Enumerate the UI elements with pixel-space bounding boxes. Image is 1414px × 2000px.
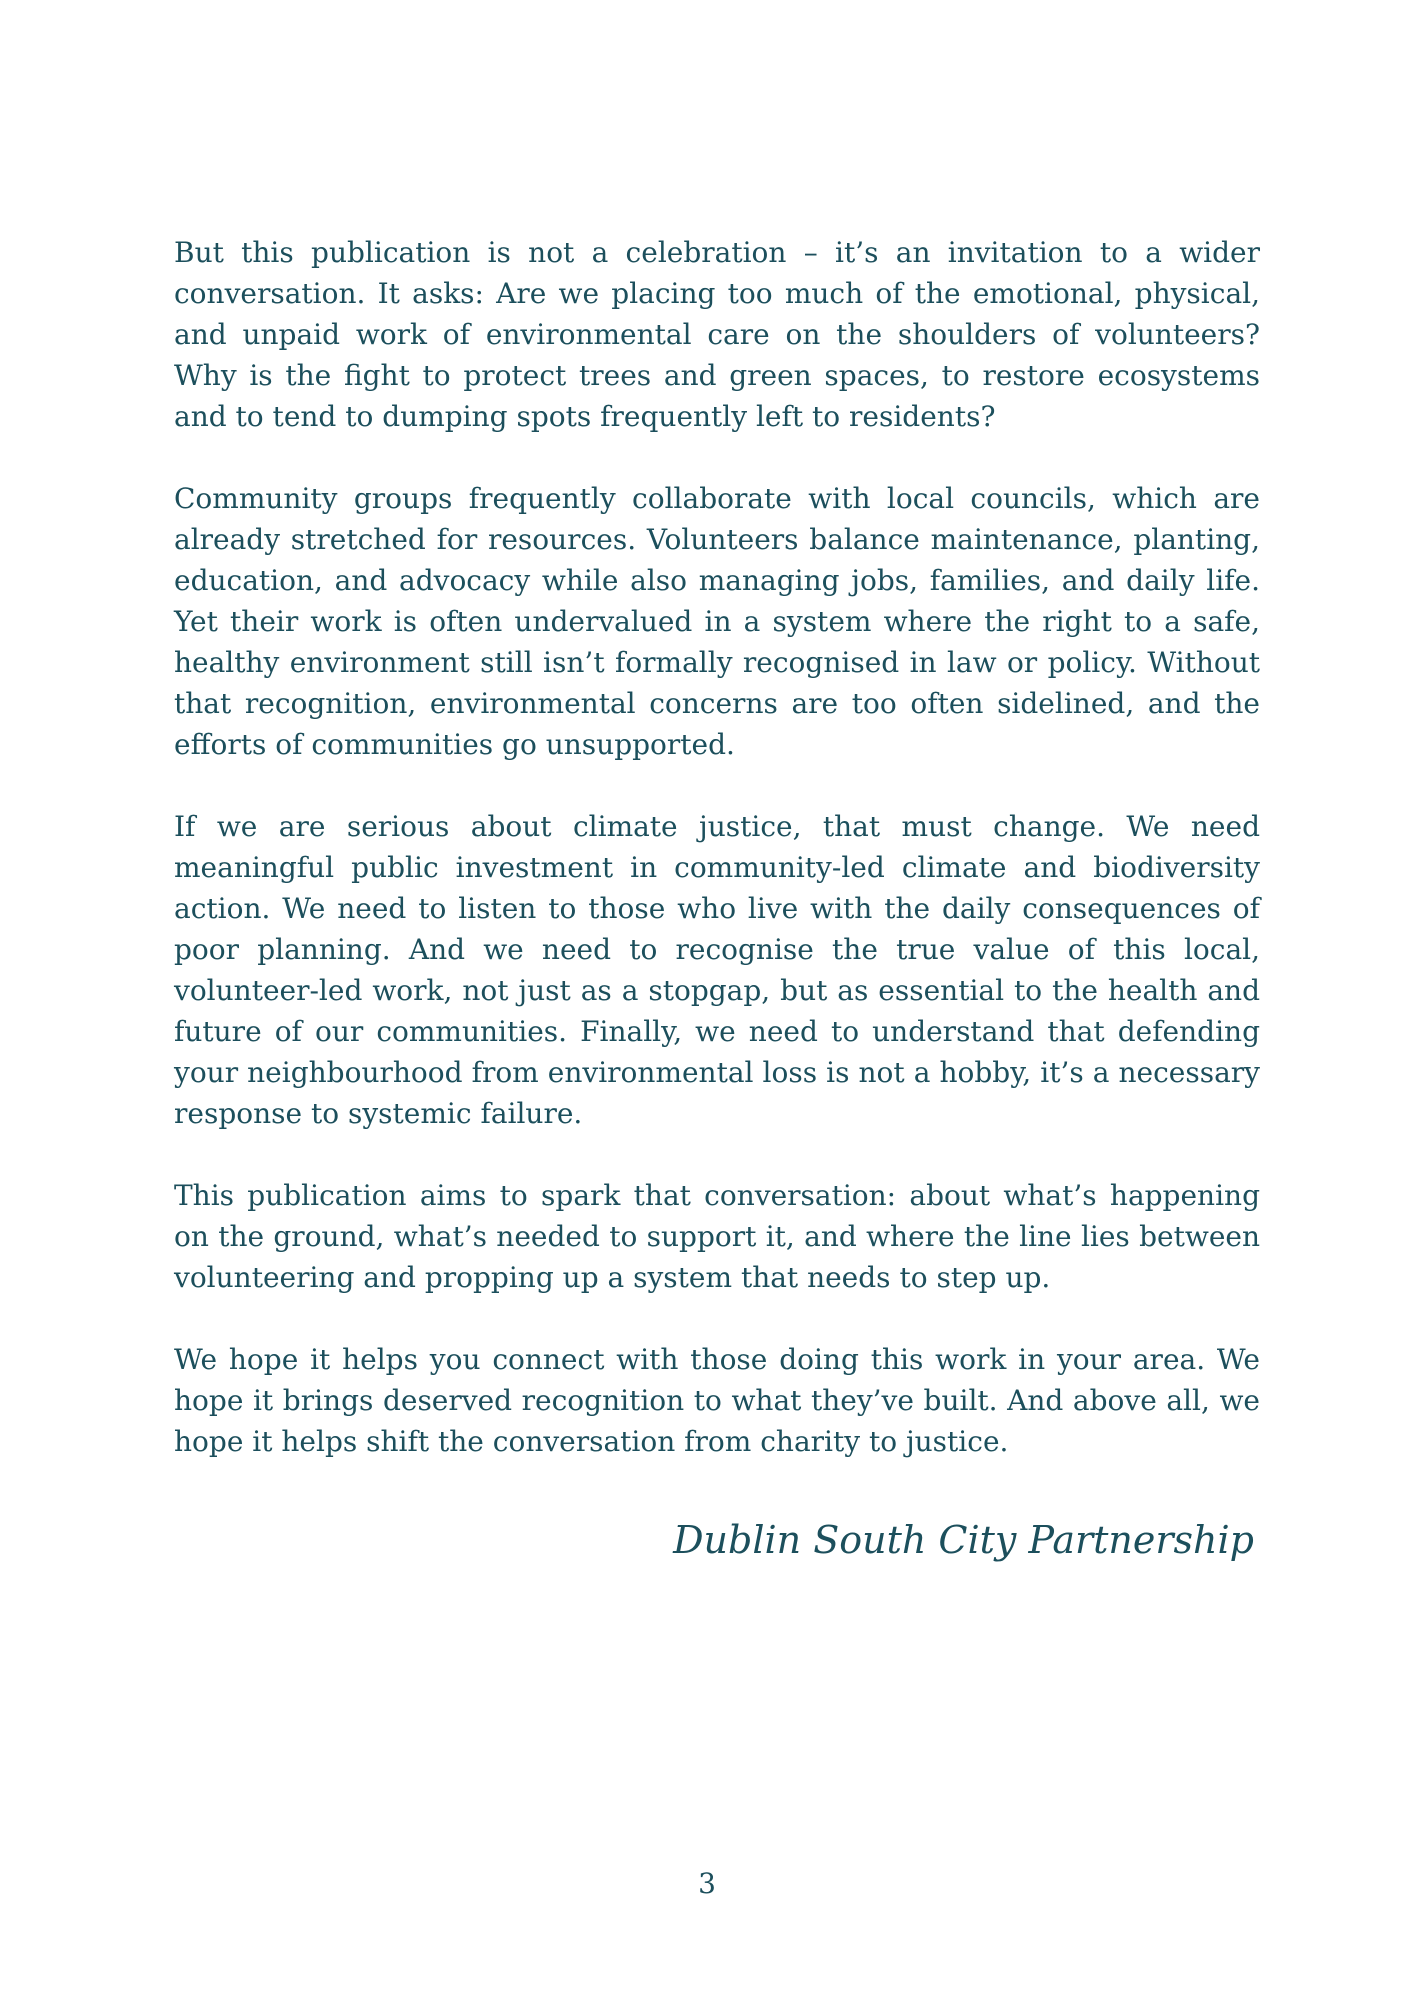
- signature: Dublin South City Partnership: [673, 1518, 1254, 1562]
- paragraph-3: If we are serious about climate justice, that must change. We need meaningful public investment in community-led climate and biodiversity action. We need to listen to those who live with the daily consequences of poor planning. And we need to recognise the true value of this local, volunteer-led work, not just as a stopgap, but as essential to the health and future of our communities. Finally, we need to understand that defending your neighbourhood from environmental loss is not a hobby, it’s a necessary response to systemic failure.: [174, 810, 1260, 1130]
- paragraph-1: But this publication is not a celebration – it’s an invitation to a wider conversation. It asks: Are we placing too much of the emotional, physical, and unpaid work of environmental care on the shoulders of volunteers? Why is the fight to protect trees and green spaces, to restore ecosystems and to tend to dumping spots frequently left to residents?: [174, 236, 1260, 433]
- paragraph-4: This publication aims to spark that conversation: about what’s happening on the ground, what’s needed to support it, and where the line lies between volunteering and propping up a system that needs to step up.: [174, 1179, 1260, 1294]
- page-number: 3: [698, 1867, 716, 1900]
- body-text: [174, 232, 1260, 1503]
- paragraph-5: We hope it helps you connect with those doing this work in your area. We hope it brings deserved recognition to what they’ve built. And above all, we hope it helps shift the conversation from charity to justice.: [174, 1343, 1260, 1458]
- paragraph-2: Community groups frequently collaborate with local councils, which are already stretched for resources. Volunteers balance maintenance, planting, education, and advocacy while also managing jobs, families, and daily life. Yet their work is often undervalued in a system where the right to a safe, healthy environment still isn’t formally recognised in law or policy. Without that recognition, environmental concerns are too often sidelined, and the efforts of communities go unsupported.: [174, 482, 1260, 761]
